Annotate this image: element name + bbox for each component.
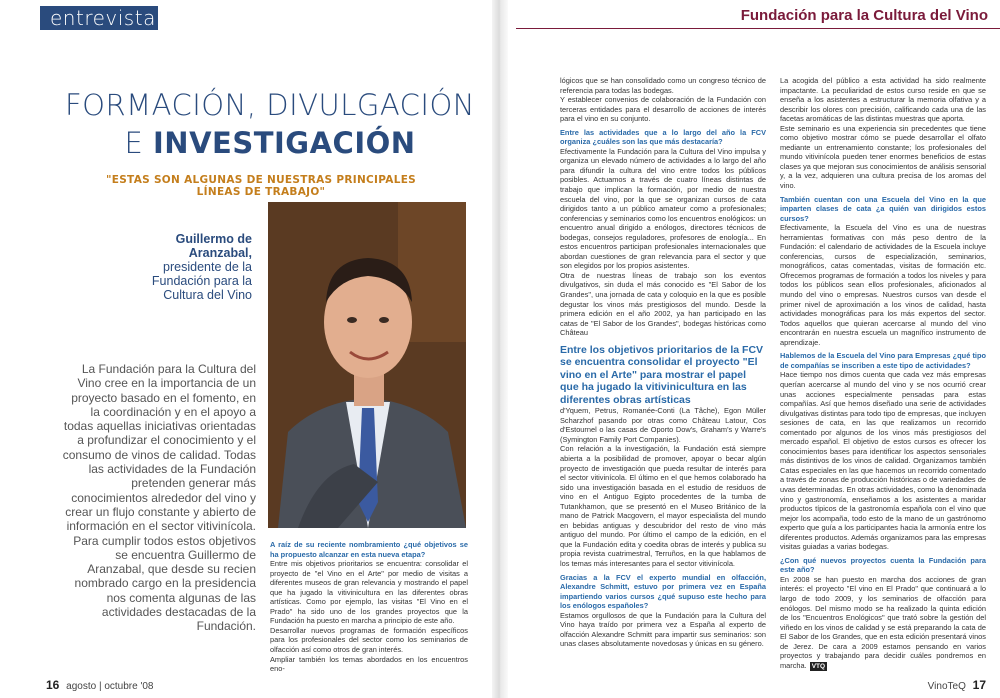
answer-1c: Ampliar también los temas abordados en los encuentros eno- xyxy=(270,654,468,674)
right-column-2 xyxy=(780,76,986,671)
byline-name: Guillermo de Aranzabal, xyxy=(175,232,252,260)
question-4: También cuentan con una Escuela del Vino en la que imparten clases de cata ¿a quién van dirigidos estos cursos? xyxy=(780,194,986,223)
right-page xyxy=(508,0,1000,698)
article-title xyxy=(40,86,492,162)
col1-paragraph-1: lógicos que se han consolidado como un congreso técnico de referencia para todas las bodegas. xyxy=(560,76,766,95)
col2-paragraph-2: Este seminario es una experiencia sin precedentes que tiene como objetivo mostrar cómo se puede desarrollar el olfato mediante un entrenamiento constante; los profesionales del mundo vitivinícola pueden tener enormes beneficios de estas clases ya que mejoran sus conocimientos de análisis sensorial y, a la vez, adquieren una cultura precisa de los aromas del vino. xyxy=(780,123,986,191)
title-bold: INVESTIGACIÓN xyxy=(153,126,416,160)
answer-2c: d'Yquem, Petrus, Romanée-Conti (La Tâche), Egon Müller Scharzhof pasando por otras como Château Latour, Cos d'Estournel o las casas de Oporto Dow's, Graham's y Warre's (Symington Family Port Companies). xyxy=(560,406,766,444)
byline-role: presidente de la Fundación para la Cultura del Vino xyxy=(151,260,252,302)
answer-2d: Con relación a la investigación, la Fundación está siempre abierta a la posibilidad de promover, apoyar o becar algún proyecto de investigación que pueda resultar de interés para el sector vitivinícola. El último en el que hemos colaborado ha sido una investigación basada en el estudio de residuos de vino en el Antiguo Egipto procedentes de la tumba de Tutankhamon, que se presentó en el Museo Británico de la mano de Patrick Macgovern, el mayor especialista del mundo en bebidas antiguas y descubridor del resto de vino más antiguo del mundo. Por último el campo de la edición, en el que la Fundación edita y coedita obras de interés y publica su propia revista cuatrimestral, Terruños, en la que hablamos de los temas más interesantes para el sector vitivinícola. xyxy=(560,444,766,569)
running-header: Fundación para la Cultura del Vino xyxy=(740,7,988,24)
callout-quote: Entre los objetivos prioritarios de la FCV se encuentra consolidar el proyecto "El vino en el Arte" para mostrar el papel que ha jugado la vitivinicultura en las diferentes obras artísticas xyxy=(560,343,764,406)
answer-6 xyxy=(780,575,986,671)
pull-quote: "ESTAS SON ALGUNAS DE NUESTRAS PRINCIPALES LÍNEAS DE TRABAJO" xyxy=(105,174,417,198)
answer-1b: Desarrollar nuevos programas de formación específicos para los profesionales del sector como los seminarios de olfacción así como otros de gran interés. xyxy=(270,625,468,655)
question-5: Hablemos de la Escuela del Vino para Empresas ¿qué tipo de compañías se inscriben a este tipo de actividades? xyxy=(780,351,986,370)
answer-2: Efectivamente la Fundación para la Cultura del Vino impulsa y organiza un elevado número de actividades a lo largo del año para difundir la cultura del vino entre todos los públicos posibles. Actuamos a través de cuatro líneas distintas de trabajo que implican la formación, por medio de nuestra escuela del vino, por la que se organizan cursos de cata dirigidos tanto a un público amateur como a profesionales; conferencias y seminarios como los encuentros enológicos: un encuentro anual dirigido a enólogos, directores técnicos de bodegas, consejos reguladores, profesores de enología... En estos encuentros participan profesionales internacionales que abordan cuestiones de gran relevancia para el sector y que son elegidos por los propios asistentes. xyxy=(560,146,766,271)
left-column xyxy=(270,540,468,674)
title-prefix: E xyxy=(124,126,154,160)
question-6: ¿Con qué nuevos proyectos cuenta la Fundación para este año? xyxy=(780,555,986,575)
answer-4: Efectivamente, la Escuela del Vino es una de nuestras herramientas formativas con más peso dentro de la Fundación: el calendario de actividades de la Escuela incluye conferencias, cursos de especialización, seminarios, monográficos, catas comentadas, visitas de formación etc. Ofrecemos programas de formación a todos los niveles y para todos los públicos sean ellos profesionales, aficionados al mundo del vino o empresas. Nuestros cursos van desde el primer nivel de aproximación a los vinos de calidad, hasta actividades monográficas para los más expertos del sector. Todos aquellos que quieran acercarse al mundo del vino encontrarán en nuestra escuela un magnífico instrumento de aprendizaje. xyxy=(780,223,986,347)
question-3: Gracias a la FCV el experto mundial en olfacción, Alexandre Schmitt, estuvo por primera vez en España impartiendo varios cursos ¿qué supuso este hecho para los enólogos españoles? xyxy=(560,572,766,611)
header-rule xyxy=(516,28,1000,29)
answer-2b: Otra de nuestras líneas de trabajo son los eventos divulgativos, sin duda el más conocido es "El Sabor de los Grandes", una jornada de cata y coloquio en la que es posible degustar los vinos más prestigiosos del mundo. Desde la primera edición en el año 2002, ya han participado en las catas de "El Sabor de los Grandes", bodegas históricas como Château xyxy=(560,270,766,338)
page-number-left: 16 xyxy=(46,678,60,692)
left-folio xyxy=(42,678,153,692)
byline xyxy=(150,232,252,302)
right-column-1 xyxy=(560,76,766,649)
col2-paragraph-1: La acogida del público a esta actividad ha sido realmente impactante. La peculiaridad de estos curso reside en que se enseña a los asistentes a estructurar la memoria olfativa y a describir los olores con precisión, calificando cada una de las facetas aromáticas de las distintas muestras que aporta. xyxy=(780,76,986,124)
left-page xyxy=(0,0,492,698)
issue-date: agosto | octubre '08 xyxy=(66,681,154,692)
section-tag: entrevista xyxy=(40,6,158,30)
question-2: Entre las actividades que a lo largo del año la FCV organiza ¿cuáles son las que más destacaría? xyxy=(560,127,766,147)
title-line-2 xyxy=(40,124,492,162)
title-line-1: FORMACIÓN, DIVULGACIÓN xyxy=(65,88,475,122)
portrait-illustration xyxy=(268,202,466,528)
answer-6-text: En 2008 se han puesto en marcha dos acciones de gran interés: el proyecto "El vino en El Prado" que continuará a lo largo de todo 2009, y los seminarios de olfacción para enólogos. Del mismo modo se ha realizado la quinta edición de los "Encuentros Enológicos" que trató sobre la gestión del viñedo en los vinos de calidad y se está preparando la cata de El Sabor de los Grandes, que en esta edición presentará vinos de Jerez. De cara a 2009 estamos pensando en varios proyectos y trabajando para decidir cuáles pondremos en marcha. xyxy=(780,574,986,670)
question-1: A raíz de su reciente nombramiento ¿qué objetivos se ha propuesto alcanzar en esta nueva etapa? xyxy=(270,540,468,559)
portrait-photo xyxy=(268,202,466,528)
intro-paragraph: La Fundación para la Cultura del Vino cree en la importancia de un proyecto basado en el fomento, en la coordinación y en el apoyo a todas aquellas iniciativas orientadas a profundizar el conocimiento y el consumo de vinos de calidad. Todas las actividades de la Fundación pretenden generar más conocimientos alrededor del vino y crear un flujo constante y abierto de información en el sector vitivinícola. Para cumplir todos estos objetivos se encuentra Guillermo de Aranzabal, que desde su recien nombrado cargo en la presidencia nos comenta algunas de las actividades destacadas de la Fundación. xyxy=(62,362,256,634)
end-badge: VTQ xyxy=(811,662,826,670)
answer-1: Entre mis objetivos prioritarios se encuentra: consolidar el proyecto de "el Vino en el Arte" por medio de visitas a diferentes museos de gran relevancia y mostrando el papel que ha jugado la vitivinicultura en las diferentes obras artísticas. Como por ejemplo, las visitas "El Vino en el Prado" ha sido uno de los grandes proyectos que la Fundación ha puesto en marcha a principio de este año. xyxy=(270,559,468,626)
magazine-name: VinoTeQ xyxy=(927,681,966,692)
col1-paragraph-2: Y establecer convenios de colaboración de la Fundación con terceras entidades para el desarrollo de acciones de interés para el vino en su conjunto. xyxy=(560,95,766,124)
page-gutter xyxy=(492,0,508,698)
page-number-right: 17 xyxy=(972,678,986,692)
answer-5: Hace tiempo nos dimos cuenta que cada vez más empresas querían acercarse al mundo del vino y se nos ocurrió crear unas acciones especialmente pensadas para estas compañías. Así que hemos diseñado una serie de actividades divulgativas distintas para todo tipo de empresas, que incluyen sesiones de cata, en las que realizamos un recorrido comentado por algunos de los vinos más prestigiosos del mercado español. El objetivo de estos cursos es ofrecer los conocimientos bases para identificar los aspectos sensoriales más distintivos de los vinos de calidad. Organizamos también Catas especiales en las que hacemos un recorrido comentado a través de zonas de producción históricas o de variedades de uvas determinadas. En otras actividades, como la denominada vino y gastronomía, enseñamos a los asistentes a maridar productos típicos de la gastronomía española con el vino que mejor los acompaña, todo esto de la mano de un gastrónomo experto que guía a los participantes hacia la armonía entre los diferentes productos. Además organizamos para las empresas visitas guiadas a varias bodegas. xyxy=(780,370,986,552)
right-folio xyxy=(928,678,990,692)
answer-3: Estamos orgullosos de que la Fundación para la Cultura del Vino haya traído por primera vez a España al experto de olfacción Alexandre Schmitt para impartir sus seminarios: son unas clases absolutamente novedosas y únicas en su género. xyxy=(560,610,766,649)
